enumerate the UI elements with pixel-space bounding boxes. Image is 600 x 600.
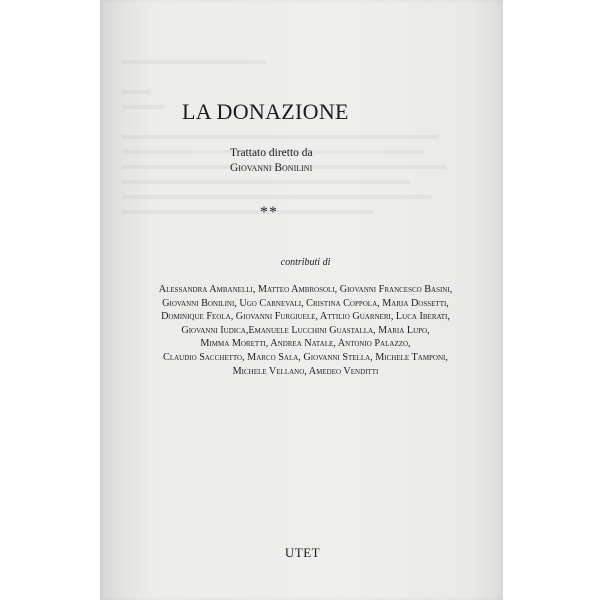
- contributor-line: Giovanni Iudica,Emanuele Lucchini Guastalla, Maria Lupo,: [181, 324, 430, 336]
- book-page: [100, 0, 503, 600]
- contributor-line: Giovanni Bonilini, Ugo Carnevali, Cristina Coppola, Maria Dossetti,: [162, 297, 449, 309]
- contributor-line: Dominique Feola, Giovanni Furgiuele, Attilio Guarneri, Luca Iberati,: [161, 311, 450, 323]
- contributors-list: [112, 283, 499, 378]
- editor-name: Giovanni Bonilini: [230, 162, 313, 174]
- contributor-line: Claudio Sacchetto, Marco Sala, Giovanni Stella, Michele Tamponi,: [163, 351, 448, 363]
- contributors-label: contributi di: [280, 257, 331, 268]
- editor-credit: [230, 146, 313, 176]
- book-title: LA DONAZIONE: [182, 99, 349, 124]
- contributor-line: Alessandra Ambanelli, Matteo Ambrosoli, Giovanni Francesco Basini,: [158, 284, 453, 295]
- contributor-line: Mimma Moretti, Andrea Natale, Antonio Palazzo,: [200, 338, 411, 350]
- publisher-name: UTET: [284, 545, 321, 560]
- contributor-line: Michele Vellano, Amedeo Venditti: [232, 365, 379, 377]
- volume-mark: **: [260, 204, 278, 221]
- edited-by-label: Trattato diretto da: [230, 147, 313, 159]
